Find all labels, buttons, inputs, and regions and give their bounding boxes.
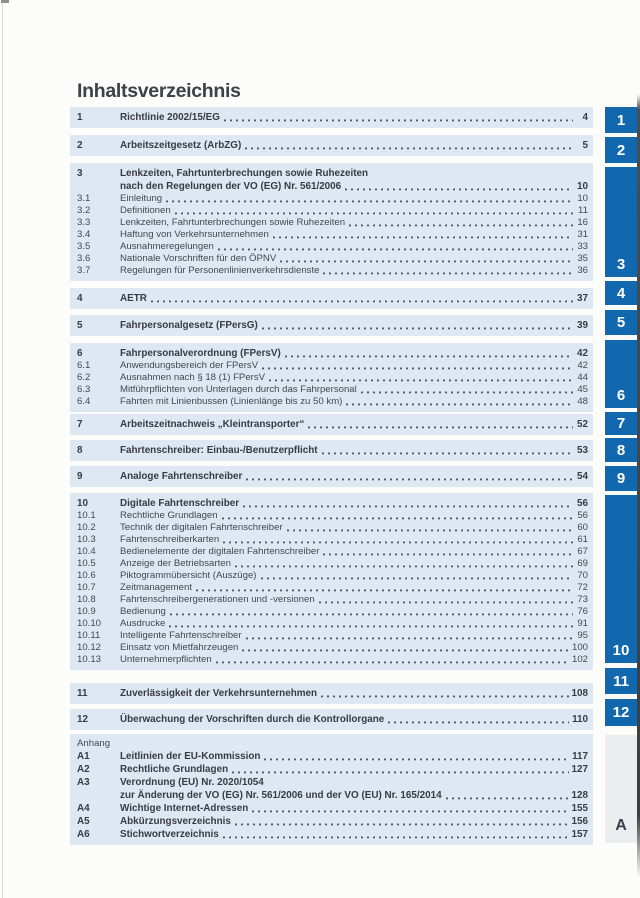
toc-entry-6.1	[77, 360, 588, 372]
entry-title: Abkürzungsverzeichnis	[120, 816, 231, 827]
toc-section	[70, 288, 593, 309]
dot-leader	[262, 367, 573, 370]
toc-section	[70, 343, 593, 412]
entry-number: A4	[77, 803, 90, 814]
toc-section	[70, 440, 593, 461]
chapter-tab-8	[605, 438, 637, 462]
entry-number: 3.1	[77, 193, 91, 204]
entry-number: 10.11	[77, 630, 101, 641]
scan-speck	[1, 0, 9, 3]
chapter-tab-label: 5	[616, 314, 626, 331]
entry-title: Arbeitszeitnachweis „Kleintransporter“	[120, 419, 305, 430]
dot-leader	[151, 300, 573, 303]
toc-entry-3.6	[77, 253, 588, 265]
entry-title: Zuverlässigkeit der Verkehrsunternehmen	[120, 688, 318, 699]
entry-title: Bedienung	[120, 606, 166, 617]
toc-entry-Anhang	[77, 738, 588, 750]
entry-number: A1	[77, 751, 90, 762]
toc-entry-10	[77, 497, 588, 510]
toc-section	[70, 734, 593, 845]
entry-number: 6.2	[77, 372, 91, 383]
entry-page-number: 33	[577, 241, 588, 252]
toc-entry-6.3	[77, 384, 588, 396]
entry-title: Verordnung (EU) Nr. 2020/1054	[120, 777, 264, 788]
dot-leader	[269, 379, 573, 382]
dot-leader	[245, 147, 573, 150]
entry-page-number: 117	[572, 751, 588, 762]
page-title: Inhaltsverzeichnis	[77, 80, 241, 102]
dot-leader	[345, 188, 573, 191]
toc-entry-10.8	[77, 594, 588, 606]
entry-page-number: 156	[571, 816, 588, 827]
entry-title: Fahrten mit Linienbussen (Linienlänge bis zu 50 km)	[120, 396, 343, 407]
entry-number: 10.2	[77, 522, 96, 533]
toc-entry-10.1	[77, 510, 588, 522]
chapter-tab-4	[605, 281, 637, 305]
entry-title: Stichwortverzeichnis	[120, 829, 219, 840]
dot-leader	[235, 565, 573, 568]
entry-title: Technik der digitalen Fahrtenschreiber	[120, 522, 283, 533]
entry-title: Mitführpflichten von Unterlagen durch das Fahrpersonal	[120, 384, 357, 395]
toc-entry-10.9	[77, 606, 588, 618]
entry-page-number: 69	[577, 558, 588, 569]
toc-entry-10.7	[77, 582, 588, 594]
toc-entry-10.12	[77, 642, 588, 654]
chapter-tab-3	[605, 167, 637, 277]
chapter-tab-label: 2	[616, 141, 626, 159]
toc-section	[70, 163, 593, 281]
entry-page-number: 42	[577, 348, 588, 359]
chapter-tab-2	[605, 137, 637, 163]
entry-title: nach den Regelungen der VO (EG) Nr. 561/2006	[120, 181, 342, 192]
chapter-tab-label: 11	[613, 672, 629, 690]
toc-entry-3.2	[77, 205, 588, 217]
chapter-tab-label: 3	[616, 256, 626, 273]
toc-entry-9	[77, 470, 588, 483]
entry-number: 10.7	[77, 582, 96, 593]
toc-entry-A5	[77, 815, 588, 828]
entry-number: 2	[77, 140, 83, 151]
dot-leader	[349, 224, 573, 227]
chapter-tab-7	[605, 412, 637, 435]
entry-page-number: 31	[577, 229, 588, 240]
entry-title: AETR	[120, 293, 147, 304]
entry-number: 3.7	[77, 265, 91, 276]
dot-leader	[264, 758, 569, 761]
dot-leader	[321, 695, 568, 698]
dot-leader	[166, 200, 573, 203]
dot-leader	[216, 661, 569, 664]
entry-number: 9	[77, 471, 83, 482]
entry-title: Rechtliche Grundlagen	[120, 764, 229, 775]
entry-page-number: 61	[577, 534, 588, 545]
toc-entry-10.2	[77, 522, 588, 534]
chapter-tab-label: 9	[616, 470, 626, 487]
entry-page-number: 36	[577, 265, 588, 276]
dot-leader	[242, 649, 569, 652]
toc-entry-3.5	[77, 241, 588, 253]
toc-entry-2	[77, 139, 588, 152]
dot-leader	[285, 355, 573, 358]
entry-title: Fahrtenschreibergenerationen und -versionen	[120, 594, 315, 605]
toc-entry-A4	[77, 802, 588, 815]
entry-number: 3.6	[77, 253, 91, 264]
entry-page-number: 35	[577, 253, 588, 264]
toc-entry-10.6	[77, 570, 588, 582]
entry-page-number: 67	[577, 546, 588, 557]
entry-page-number: 73	[577, 594, 588, 605]
toc-section	[70, 493, 593, 670]
toc-section	[70, 315, 593, 336]
chapter-tab-A	[605, 735, 637, 843]
entry-title: Einsatz von Mietfahrzeugen	[120, 642, 239, 653]
entry-page-number: 127	[571, 764, 588, 775]
entry-number: 12	[77, 714, 88, 725]
toc-entry-10.13	[77, 654, 588, 666]
entry-page-number: 72	[577, 582, 588, 593]
toc-entry-cont	[77, 789, 588, 802]
entry-title: Analoge Fahrtenschreiber	[120, 471, 243, 482]
toc-entry-3.4	[77, 229, 588, 241]
dot-leader	[223, 541, 573, 544]
entry-page-number: 100	[571, 642, 588, 653]
entry-number: 6.1	[77, 360, 91, 371]
entry-page-number: 5	[582, 140, 588, 151]
entry-title: Ausdrucke	[120, 618, 166, 629]
toc-entry-1	[77, 111, 588, 124]
entry-number: 4	[77, 293, 83, 304]
toc-entry-12	[77, 713, 588, 726]
entry-number: 10.13	[77, 654, 102, 665]
entry-page-number: 10	[577, 181, 588, 192]
entry-title: Überwachung der Vorschriften durch die Kontrollorgane	[120, 714, 385, 725]
chapter-tab-label: A	[615, 817, 627, 834]
dot-leader	[323, 553, 573, 556]
entry-title: Ausnahmeregelungen	[120, 241, 214, 252]
toc-entry-cont	[77, 180, 588, 193]
chapter-tab-label: 12	[612, 704, 630, 721]
entry-number: 8	[77, 445, 83, 456]
toc-entry-4	[77, 292, 588, 305]
toc-entry-A1	[77, 750, 588, 763]
toc-section	[70, 107, 593, 128]
entry-number: 10.12	[77, 642, 102, 653]
entry-number: 10.6	[77, 570, 96, 581]
chapter-tab-label: 1	[616, 111, 626, 129]
toc-entry-A3	[77, 776, 588, 789]
entry-page-number: 95	[577, 630, 588, 641]
chapter-tab-label: 4	[616, 284, 626, 302]
chapter-tab-12	[605, 699, 637, 726]
entry-number: 3.3	[77, 217, 91, 228]
entry-page-number: 42	[577, 360, 588, 371]
toc-entry-3.3	[77, 217, 588, 229]
entry-number: 10.4	[77, 546, 96, 557]
entry-page-number: 155	[571, 803, 588, 814]
entry-page-number: 76	[577, 606, 588, 617]
entry-title: Digitale Fahrtenschreiber	[120, 498, 240, 509]
entry-title: Bedienelemente der digitalen Fahrtenschreiber	[120, 546, 320, 557]
entry-page-number: 45	[577, 384, 588, 395]
dot-leader	[273, 236, 573, 239]
entry-number: 11	[77, 688, 88, 699]
toc-section	[70, 466, 593, 487]
dot-leader	[169, 625, 573, 628]
entry-title: Lenkzeiten, Fahrtunterbrechungen sowie Ruhezeiten	[120, 168, 369, 179]
entry-title: Haftung von Verkehrsunternehmen	[120, 229, 269, 240]
entry-number: 10.9	[77, 606, 96, 617]
entry-number: 10	[77, 498, 88, 509]
entry-page-number: 157	[571, 829, 588, 840]
dot-leader	[222, 517, 573, 520]
entry-page-number: 70	[577, 570, 588, 581]
toc-entry-10.4	[77, 546, 588, 558]
entry-number: A5	[77, 816, 90, 827]
entry-title: Intelligente Fahrtenschreiber	[120, 630, 242, 641]
entry-number: A6	[77, 829, 90, 840]
entry-page-number: 54	[577, 471, 588, 482]
dot-leader	[388, 721, 569, 724]
entry-page-number: 48	[577, 396, 588, 407]
dot-leader	[261, 577, 574, 580]
entry-title: Fahrtenschreiberkarten	[120, 534, 220, 545]
toc-entry-8	[77, 444, 588, 457]
chapter-tab-label: 10	[612, 642, 630, 659]
toc-entry-10.5	[77, 558, 588, 570]
dot-leader	[346, 403, 573, 406]
dot-leader	[175, 212, 573, 215]
entry-number: 10.10	[77, 618, 102, 629]
entry-page-number: 10	[577, 193, 588, 204]
entry-page-number: 56	[577, 510, 588, 521]
entry-page-number: 11	[578, 205, 588, 216]
entry-title: Lenkzeiten, Fahrtunterbrechungen sowie Ruhezeiten	[120, 217, 346, 228]
chapter-tab-label: 6	[616, 387, 626, 404]
entry-title: Fahrtenschreiber: Einbau-/Benutzerpflicht	[120, 445, 318, 456]
toc-entry-6.2	[77, 372, 588, 384]
entry-number: 6.4	[77, 396, 91, 407]
entry-number: A3	[77, 777, 90, 788]
chapter-tab-1	[605, 107, 637, 133]
entry-title: Piktogrammübersicht (Auszüge)	[120, 570, 257, 581]
entry-title: Fahrpersonalgesetz (FPersG)	[120, 320, 258, 331]
chapter-tab-9	[605, 466, 637, 491]
entry-number: 6	[77, 348, 83, 359]
toc-entry-3.7	[77, 265, 588, 277]
toc-entry-6.4	[77, 396, 588, 408]
entry-number: 10.3	[77, 534, 96, 545]
dot-leader	[235, 823, 569, 826]
entry-title: Leitlinien der EU-Kommission	[120, 751, 261, 762]
entry-page-number: 60	[577, 522, 588, 533]
toc-section	[70, 414, 593, 435]
toc-entry-A2	[77, 763, 588, 776]
toc-entry-A6	[77, 828, 588, 841]
entry-page-number: 56	[577, 498, 588, 509]
dot-leader	[287, 529, 573, 532]
entry-page-number: 44	[577, 372, 588, 383]
chapter-tab-5	[605, 310, 637, 335]
entry-number: 10.8	[77, 594, 96, 605]
chapter-tab-label: 8	[616, 441, 626, 459]
entry-page-number: 39	[577, 320, 588, 331]
entry-title: Zeitmanagement	[120, 582, 192, 593]
entry-number: 3.4	[77, 229, 91, 240]
dot-leader	[322, 452, 573, 455]
toc-entry-10.11	[77, 630, 588, 642]
toc-entry-6	[77, 347, 588, 360]
toc-entry-3.1	[77, 193, 588, 205]
entry-title: Regelungen für Personenlinienverkehrsdienste	[120, 265, 320, 276]
entry-number: 3.2	[77, 205, 91, 216]
entry-page-number: 110	[572, 714, 588, 725]
entry-title: Nationale Vorschriften für den ÖPNV	[120, 253, 277, 264]
dot-leader	[252, 810, 568, 813]
entry-page-number: 4	[582, 112, 588, 123]
entry-title: Einleitung	[120, 193, 163, 204]
entry-page-number: 102	[571, 654, 588, 665]
dot-leader	[218, 248, 573, 251]
dot-leader	[323, 272, 573, 275]
dot-leader	[196, 589, 573, 592]
dot-leader	[223, 836, 569, 839]
entry-title: Wichtige Internet-Adressen	[120, 803, 249, 814]
entry-title: Richtlinie 2002/15/EG	[120, 112, 220, 123]
scan-edge-left	[2, 0, 3, 898]
entry-number: 5	[77, 320, 83, 331]
dot-leader	[319, 601, 573, 604]
dot-leader	[243, 505, 573, 508]
entry-number: 10.1	[77, 510, 96, 521]
entry-title: zur Änderung der VO (EG) Nr. 561/2006 und der VO (EU) Nr. 165/2014	[120, 790, 442, 801]
entry-page-number: 53	[577, 445, 588, 456]
dot-leader	[280, 260, 573, 263]
chapter-tab-10	[605, 495, 637, 663]
toc-entry-11	[77, 687, 588, 700]
entry-title: Ausnahmen nach § 18 (1) FPersV	[120, 372, 266, 383]
toc-entry-3	[77, 167, 588, 180]
entry-number: 7	[77, 419, 83, 430]
chapter-tab-11	[605, 668, 637, 694]
entry-title: Anzeige der Betriebsarten	[120, 558, 231, 569]
entry-page-number: 91	[577, 618, 588, 629]
entry-number: 6.3	[77, 384, 91, 395]
dot-leader	[170, 613, 573, 616]
entry-page-number: 16	[577, 217, 588, 228]
dot-leader	[246, 637, 573, 640]
toc-section	[70, 709, 593, 730]
dot-leader	[224, 119, 573, 122]
entry-title: Unternehmerpflichten	[120, 654, 212, 665]
chapter-tab-label: 7	[616, 415, 626, 432]
toc-entry-10.3	[77, 534, 588, 546]
dot-leader	[232, 771, 568, 774]
entry-page-number: 108	[571, 688, 588, 699]
entry-page-number: 37	[577, 293, 588, 304]
entry-title: Anwendungsbereich der FPersV	[120, 360, 259, 371]
entry-number: 3.5	[77, 241, 91, 252]
toc-entry-10.10	[77, 618, 588, 630]
toc-entry-5	[77, 319, 588, 332]
entry-number: 10.5	[77, 558, 96, 569]
entry-page-number: 52	[577, 419, 588, 430]
dot-leader	[446, 797, 569, 800]
dot-leader	[246, 478, 573, 481]
dot-leader	[308, 426, 573, 429]
entry-title: Rechtliche Grundlagen	[120, 510, 218, 521]
entry-number: Anhang	[77, 738, 111, 749]
toc-section	[70, 135, 593, 156]
entry-title: Definitionen	[120, 205, 171, 216]
entry-number: A2	[77, 764, 90, 775]
entry-number: 1	[77, 112, 83, 123]
entry-page-number: 128	[571, 790, 588, 801]
entry-title: Fahrpersonalverordnung (FPersV)	[120, 348, 281, 359]
toc-entry-7	[77, 418, 588, 431]
dot-leader	[361, 391, 573, 394]
dot-leader	[262, 327, 573, 330]
entry-number: 3	[77, 168, 83, 179]
entry-title: Arbeitszeitgesetz (ArbZG)	[120, 140, 242, 151]
toc-section	[70, 683, 593, 704]
chapter-tab-6	[605, 340, 637, 408]
